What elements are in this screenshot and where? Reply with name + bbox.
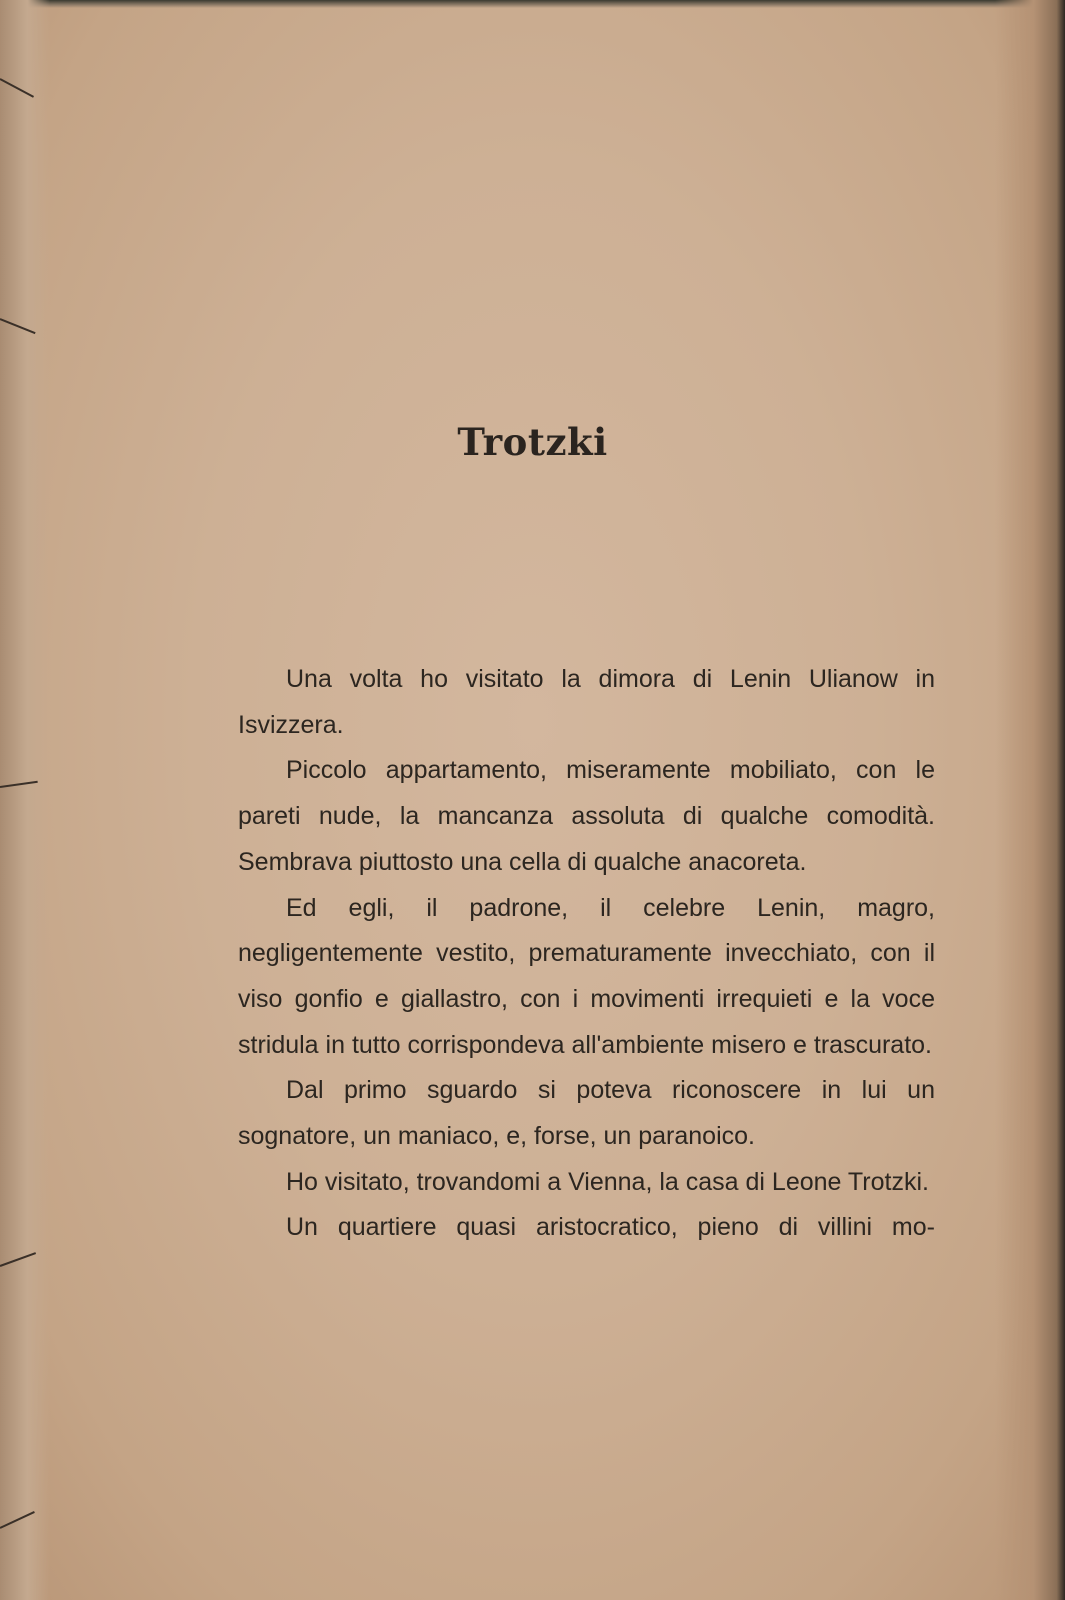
page-left-edge — [0, 0, 50, 1600]
chapter-title: Trotzki — [457, 420, 608, 464]
paragraph: Ed egli, il padrone, il celebre Lenin, magro, negligentemente vestito, prematuramente invecchiato, con il viso gonfio e giallastro, con i movimenti irrequieti e la voce stridula in tutto corrispondeva all'ambiente misero e trascurato. — [238, 893, 935, 1059]
chapter-body — [238, 657, 935, 1251]
paragraph: Ho visitato, trovandomi a Vienna, la casa di Leone Trotzki. — [286, 1167, 929, 1196]
paragraph: Dal primo sguardo si poteva riconoscere in lui un sognatore, un maniaco, e, forse, un paranoico. — [238, 1076, 935, 1151]
page-top-edge — [0, 0, 1065, 8]
paragraph: Una volta ho visitato la dimora di Lenin Ulianow in Isvizzera. — [238, 665, 935, 739]
paragraph: Piccolo appartamento, miseramente mobiliato, con le pareti nude, la mancanza assoluta di qualche comodità. Sembrava piuttosto una cella di qualche anacoreta. — [238, 756, 935, 876]
page-binding-edge — [995, 0, 1065, 1600]
paragraph: Un quartiere quasi aristocratico, pieno di villini mo- — [286, 1213, 935, 1242]
